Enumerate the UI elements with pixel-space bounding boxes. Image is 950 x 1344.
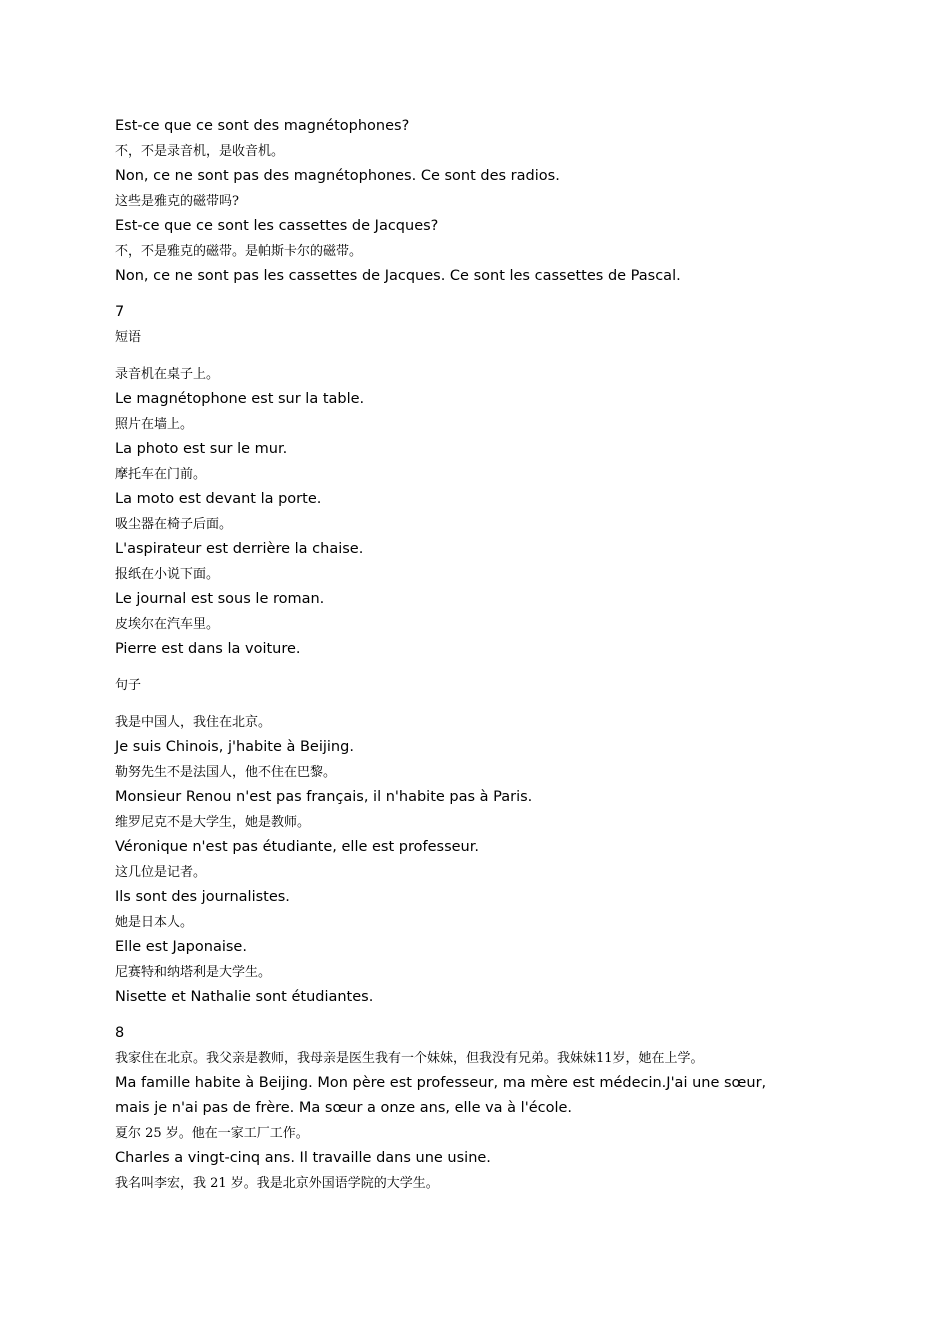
chinese-line: 她是日本人。 [115,915,194,930]
chinese-line: 我是中国人，我住在北京。 [115,715,272,730]
french-line: L'aspirateur est derrière la chaise. [115,541,364,557]
french-line: Je suis Chinois, j'habite à Beijing. [115,739,354,755]
chinese-line: 我家住在北京。我父亲是教师，我母亲是医生我有一个妹妹，但我没有兄弟。我妹妹11岁，她在上学。 [115,1051,704,1066]
phrases-list [115,362,815,662]
section-7 [115,300,815,1010]
document-page [115,114,815,1196]
section-number: 8 [115,1025,125,1041]
phrases-heading: 短语 [115,330,142,345]
chinese-line: 这几位是记者。 [115,865,207,880]
french-line: Charles a vingt-cinq ans. Il travaille dans une usine. [115,1150,491,1166]
french-line: Est-ce que ce sont des magnétophones? [115,118,410,134]
chinese-line: 勒努先生不是法国人，他不住在巴黎。 [115,765,337,780]
chinese-line: 不，不是录音机，是收音机。 [115,144,285,159]
french-line: Nisette et Nathalie sont étudiantes. [115,989,374,1005]
sentences-list [115,710,815,1010]
french-line: La moto est devant la porte. [115,491,322,507]
chinese-line: 照片在墙上。 [115,417,194,432]
french-line: La photo est sur le mur. [115,441,288,457]
chinese-line: 皮埃尔在汽车里。 [115,617,220,632]
sentences-heading: 句子 [115,678,142,693]
chinese-line: 夏尔 25 岁。他在一家工厂工作。 [115,1126,309,1141]
section-number: 7 [115,304,125,320]
french-paragraph: Ma famille habite à Beijing. Mon père est professeur, ma mère est médecin.J'ai une sœur, mais je n'ai pas de frère. Ma sœur a onze ans, elle va à l'école. [115,1075,767,1116]
chinese-line: 我名叫李宏，我 21 岁。我是北京外国语学院的大学生。 [115,1176,439,1191]
french-line: Véronique n'est pas étudiante, elle est professeur. [115,839,479,855]
french-line: Le journal est sous le roman. [115,591,325,607]
chinese-line: 维罗尼克不是大学生，她是教师。 [115,815,311,830]
chinese-line: 这些是雅克的磁带吗? [115,194,239,209]
french-line: Non, ce ne sont pas les cassettes de Jacques. Ce sont les cassettes de Pascal. [115,268,681,284]
chinese-line: 摩托车在门前。 [115,467,207,482]
chinese-line: 录音机在桌子上。 [115,367,220,382]
french-line: Elle est Japonaise. [115,939,247,955]
section-8 [115,1021,815,1196]
chinese-line: 吸尘器在椅子后面。 [115,517,233,532]
chinese-line: 不，不是雅克的磁带。是帕斯卡尔的磁带。 [115,244,363,259]
french-line: Est-ce que ce sont les cassettes de Jacques? [115,218,439,234]
french-line: Non, ce ne sont pas des magnétophones. Ce sont des radios. [115,168,560,184]
chinese-line: 尼赛特和纳塔利是大学生。 [115,965,272,980]
intro-block [115,114,815,289]
french-line: Monsieur Renou n'est pas français, il n'habite pas à Paris. [115,789,533,805]
chinese-line: 报纸在小说下面。 [115,567,220,582]
french-line: Pierre est dans la voiture. [115,641,301,657]
french-line: Le magnétophone est sur la table. [115,391,365,407]
french-line: Ils sont des journalistes. [115,889,290,905]
